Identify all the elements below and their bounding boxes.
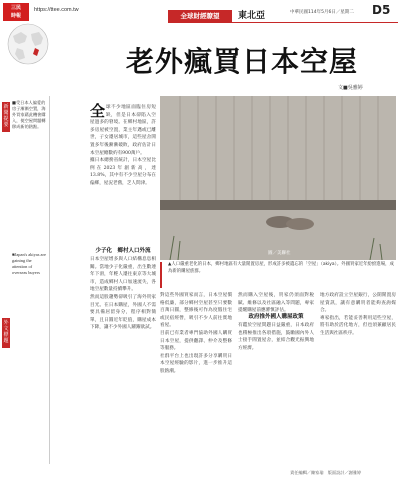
- sidebar-label-summary: 新聞提要: [2, 102, 10, 132]
- photo-credit: 圖／美聯社: [268, 251, 291, 256]
- article-column-3-cont: [238, 322, 314, 468]
- column4-para1: 地方政府設立空屋銀行，公開閒置房屋資訊，讓有意購買者能夠查詢媒合。: [320, 293, 396, 314]
- article-column-2: [160, 292, 232, 468]
- globe-map-icon: [5, 22, 51, 66]
- photo-caption: ▲人口嚴重老化的日本，鄉村地區有大量閒置房屋，形成許多被遺忘的「空屋」（akiya）。外國買家近年紛紛進場，成為新的購屋族群。: [160, 262, 396, 288]
- column3-para2: 有鑑於空屋問題日益嚴重，日本政府也積極推出各項措施，鼓勵國內外人士接手閒置屋舍，並結合觀光振興地方經濟。: [238, 323, 314, 351]
- top-rule-divider: [168, 22, 398, 23]
- column2-para2: 目前已有業者專門協助外國人購買日本空屋，提供翻譯、仲介及整修等服務。: [160, 330, 232, 352]
- region-label: 東北亞: [238, 11, 266, 21]
- sidebar-summary-text: ■受日本人偏愛的房子漸漸空置，海外買家藉此機會購入，使空屋問題轉移成新的熱點。: [12, 100, 46, 129]
- sidebar-label-foreign-title: 外文標題: [2, 318, 10, 348]
- column1-para4: 然而這股趨勢卻吸引了海外買家目光。在日本購屋，外國人不需要具備居留身分，程序相對簡單，且日圓近年貶值，購屋成本下降，讓不少外國人躍躍欲試。: [90, 294, 156, 331]
- site-url[interactable]: https://ttee.com.tw: [34, 7, 79, 13]
- article-column-4: [320, 292, 396, 468]
- issue-date: 中華民國114年5月6日／星期二: [290, 10, 354, 15]
- column2-para1: 對這些外國買家而言，日本空屋價格低廉，部分鄉村空屋甚至只要數百萬日圓，整修後可作為度假住宅或民宿經營，吸引不少人前往實地看屋。: [160, 293, 232, 329]
- page-number: D5: [372, 3, 391, 17]
- column4-para2: 專家指出，若能妥善利用這些空屋，將有助於活化地方，但也須兼顧居民生活與社區秩序。: [320, 315, 396, 336]
- sidebar-english-title: ■Japan's akiyas are gaining the attention of overseas buyers: [12, 252, 46, 275]
- article-column-3: [238, 292, 314, 312]
- masthead: [0, 0, 400, 22]
- column3-para1: 然而購入空屋後，買家仍須面對稅賦、維修以及社區融入等問題，專家提醒購屋前應審慎評估。: [238, 293, 314, 314]
- left-sidebar: [0, 96, 50, 464]
- article-column-1-cont: [90, 256, 156, 466]
- dropcap: 全: [90, 102, 106, 120]
- logo-text: 三民 時報: [10, 5, 21, 19]
- section-tag: 全球財經瞭望: [168, 10, 232, 22]
- column2-para3: 社群平台上也出現許多分享購買日本空屋經驗的影片，進一步推升這股熱潮。: [160, 353, 232, 374]
- page-footer: 責任編輯／陳家瑜 版面設計／謝雅婷: [290, 470, 362, 475]
- newspaper-logo[interactable]: [3, 3, 29, 21]
- column1-para1: 球不少地區面臨住房短缺，但是日本卻陷入空屋過多的窘境。在鄉村地區，許多房屋被空置，業主年邁或已離世，子女遷居城市，這些屋舍閒置多年後漸漸破敗，政府估計日本空屋總數約有900萬戶。: [90, 105, 156, 156]
- article-photo: [160, 96, 396, 260]
- column1-para3: 日本空屋增多與人口結構息息相關。當地少子化嚴重，出生數連年下滑，年輕人遷往東京等大城市，造成鄉村人口加速流失，各地空屋數量持續攀升。: [90, 257, 156, 293]
- abandoned-house-photo: [160, 96, 396, 260]
- subhead-government-policy: 政府推外國人購屋政策: [248, 314, 304, 320]
- column1-para2: 據日本總務省統計，日本空屋比例在2023年創新高，達13.8%，其中有不少空屋分布在偏鄉，屋況老舊，乏人問津。: [90, 158, 156, 186]
- byline: 文■吳雅婷: [338, 85, 363, 91]
- article-headline: 老外瘋買日本空屋: [125, 45, 358, 78]
- subhead-low-birthrate: 少子化 鄉村人口外流: [95, 248, 151, 254]
